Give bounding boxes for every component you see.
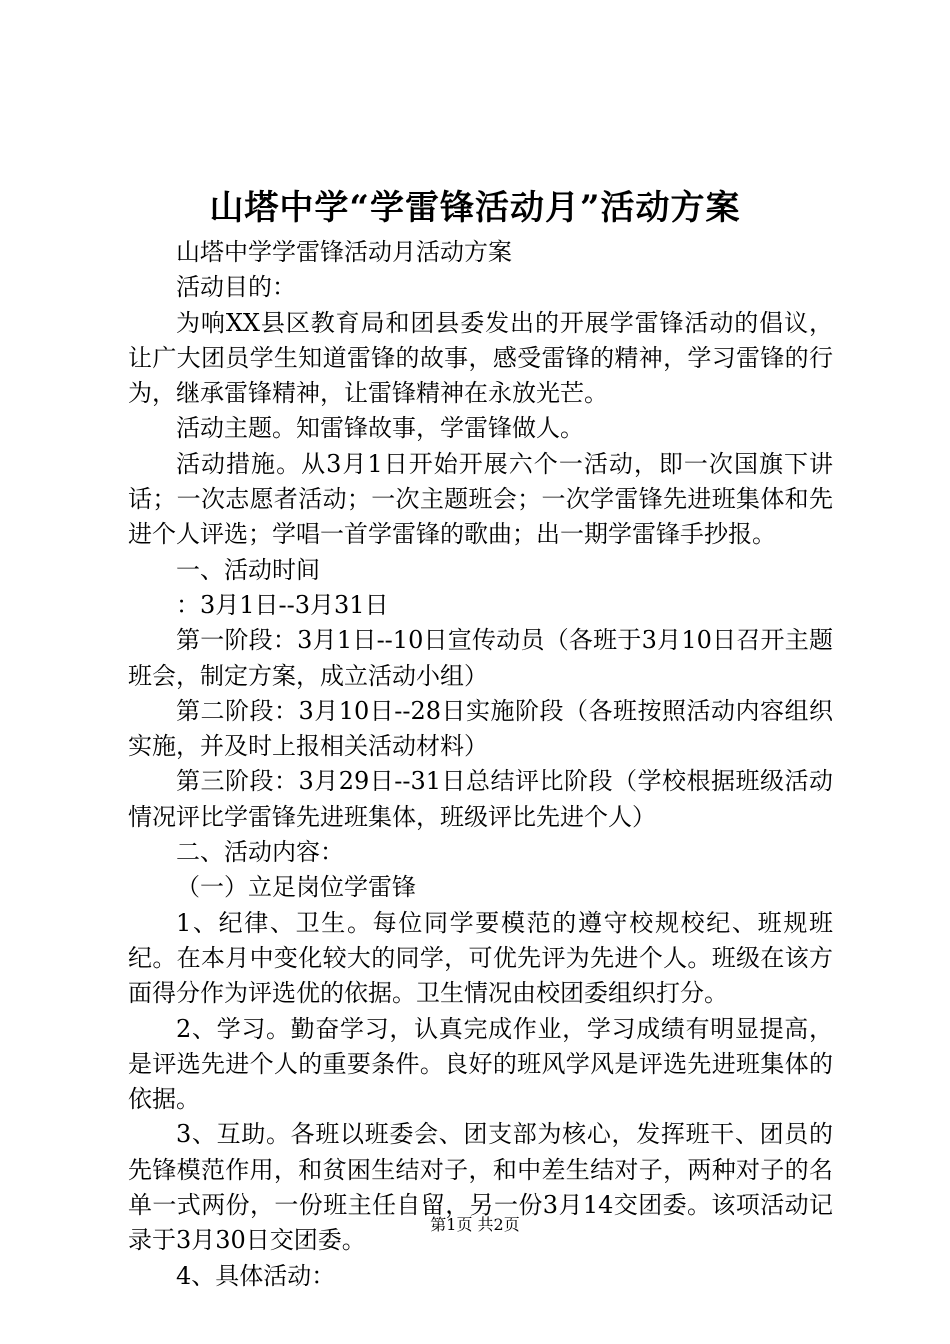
paragraph: 第三阶段：3月29日--31日总结评比阶段（学校根据班级活动情况评比学雷锋先进班集体，班级评比先进个人） <box>128 767 833 831</box>
paragraph: 4、具体活动： <box>176 1261 336 1290</box>
paragraph: ：3月1日--3月31日 <box>176 590 389 619</box>
paragraph: 1、纪律、卫生。每位同学要模范的遵守校规校纪、班规班纪。在本月中变化较大的同学，可优先评为先进个人。班级在该方面得分作为评选优的依据。卫生情况由校团委组织打分。 <box>128 908 833 1008</box>
page-number-footer: 第1页 共2页 <box>430 1215 520 1234</box>
document-title: 山塔中学“学雷锋活动月”活动方案 <box>209 188 741 228</box>
paragraph: 活动措施。从3月1日开始开展六个一活动，即一次国旗下讲话；一次志愿者活动；一次主题班会；一次学雷锋先进班集体和先进个人评选；学唱一首学雷锋的歌曲；出一期学雷锋手抄报。 <box>128 449 833 549</box>
paragraph: 二、活动内容： <box>176 838 344 867</box>
document-body <box>128 235 833 1294</box>
paragraph: 第二阶段：3月10日--28日实施阶段（各班按照活动内容组织实施，并及时上报相关活动材料） <box>128 696 833 761</box>
paragraph: 第一阶段：3月1日--10日宣传动员（各班于3月10日召开主题班会，制定方案，成立活动小组） <box>128 626 833 690</box>
paragraph: （一）立足岗位学雷锋 <box>176 873 416 902</box>
paragraph: 活动主题。知雷锋故事，学雷锋做人。 <box>176 414 584 443</box>
paragraph: 一、活动时间 <box>176 555 320 584</box>
paragraph: 为响XX县区教育局和团县委发出的开展学雷锋活动的倡议，让广大团员学生知道雷锋的故事，感受雷锋的精神，学习雷锋的行为，继承雷锋精神，让雷锋精神在永放光芒。 <box>128 308 833 408</box>
paragraph: 活动目的： <box>176 273 296 302</box>
paragraph: 3、互助。各班以班委会、团支部为核心，发挥班干、团员的先锋模范作用，和贫困生结对子，和中差生结对子，两种对子的名单一式两份，一份班主任自留，另一份3月14交团委。该项活动记录于3月30日交团委。 <box>128 1120 833 1255</box>
paragraph: 山塔中学学雷锋活动月活动方案 <box>176 238 512 266</box>
paragraph: 2、学习。勤奋学习，认真完成作业，学习成绩有明显提高，是评选先进个人的重要条件。良好的班风学风是评选先进班集体的依据。 <box>128 1014 833 1114</box>
